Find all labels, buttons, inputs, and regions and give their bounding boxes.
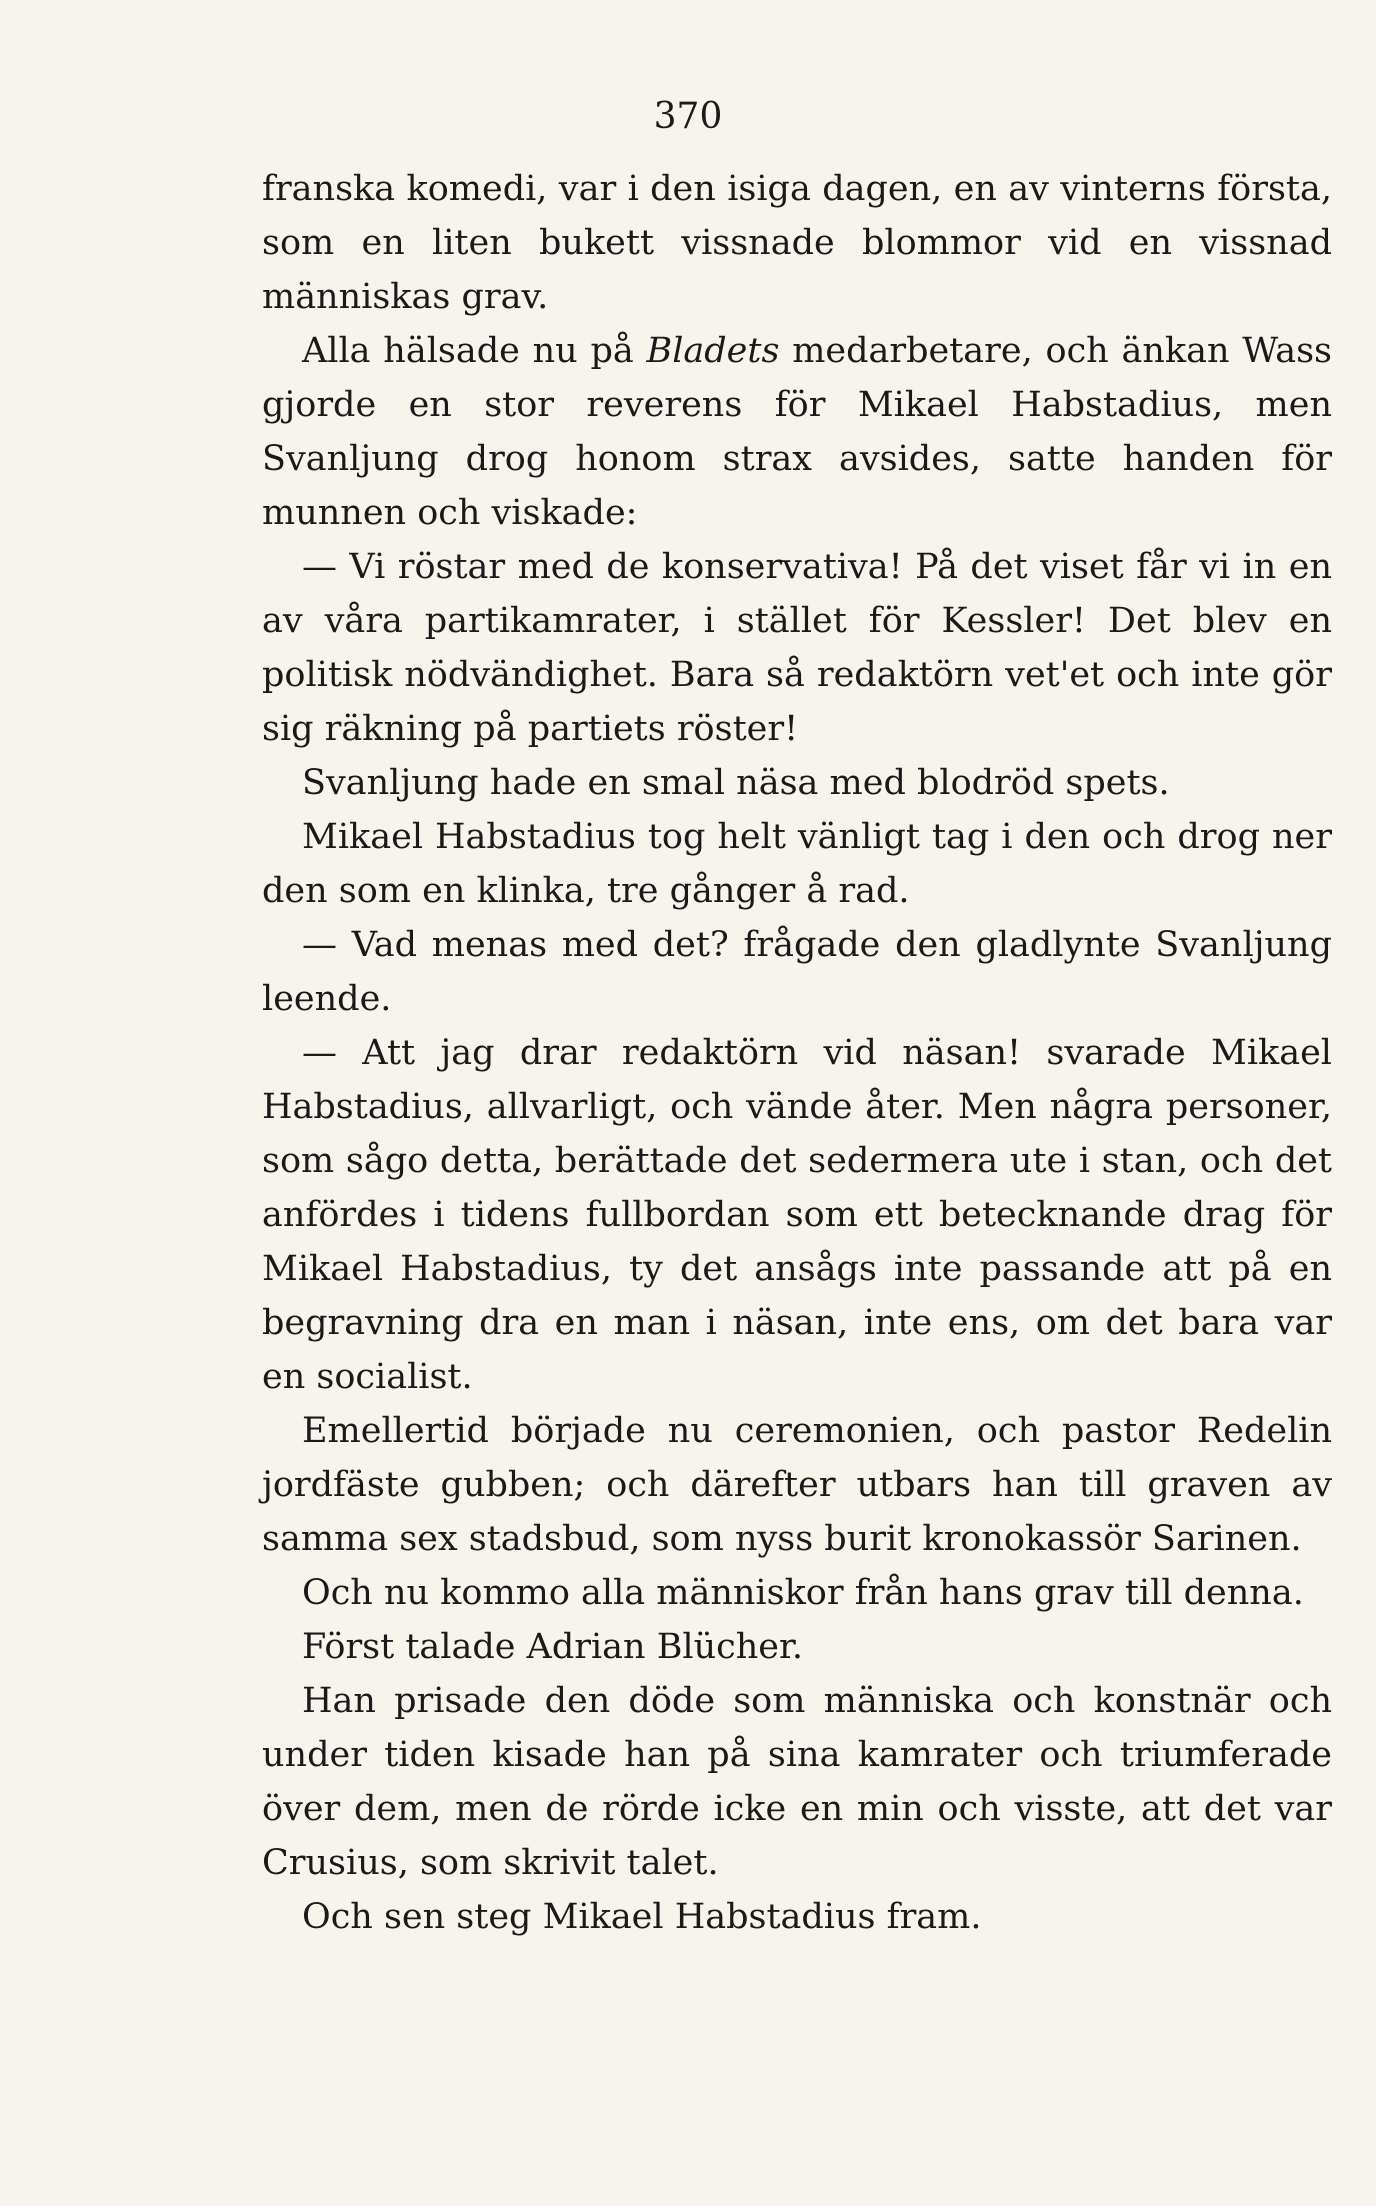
paragraph [262, 324, 1332, 540]
paragraph: Och nu kommo alla människor från hans grav till denna. [302, 1573, 1304, 1613]
paragraph: Emellertid började nu ceremonien, och pastor Redelin jordfäste gubben; och därefter utbars han till graven av samma sex stadsbud, som nyss burit kronokassör Sarinen. [262, 1411, 1332, 1559]
paragraph: Först talade Adrian Blücher. [302, 1627, 804, 1667]
paragraph: Svanljung hade en smal näsa med blodröd spets. [302, 763, 1170, 803]
newspaper-title: Bladets [646, 331, 780, 371]
paragraph-continued: franska komedi, var i den isiga dagen, en av vinterns första, som en liten bukett vissnade blommor vid en vissnad människas grav. [262, 169, 1332, 317]
page-number: 370 [653, 96, 723, 137]
paragraph: Han prisade den döde som människa och konstnär och under tiden kisade han på sina kamrater och triumferade över dem, men de rörde icke en min och visste, att det var Crusius, som skrivit talet. [262, 1681, 1332, 1883]
body-text [262, 162, 1332, 1944]
paragraph-dialogue: — Vi röstar med de konservativa! På det viset får vi in en av våra partikamrater, i stället för Kessler! Det blev en politisk nödvändighet. Bara så redaktörn vet'et och inte gör sig räkning på partiets röster! [262, 547, 1332, 749]
paragraph-dialogue: — Vad menas med det? frågade den gladlynte Svanljung leende. [262, 925, 1332, 1019]
paragraph-dialogue: — Att jag drar redaktörn vid näsan! svarade Mikael Habstadius, allvarligt, och vände åter. Men några personer, som sågo detta, berättade det sedermera ute i stan, och det anfördes i tidens fullbordan som ett betecknande drag för Mikael Habstadius, ty det ansågs inte passande att på en begravning dra en man i näsan, inte ens, om det bara var en socialist. [262, 1033, 1332, 1397]
paragraph: Och sen steg Mikael Habstadius fram. [302, 1897, 982, 1937]
paragraph-text: Alla hälsade nu på [302, 331, 647, 371]
paragraph-text: medarbetare, och änkan Wass gjorde en stor reverens för Mikael Habstadius, men Svanljung drog honom strax avsides, satte handen för munnen och viskade: [262, 331, 1332, 533]
paragraph: Mikael Habstadius tog helt vänligt tag i den och drog ner den som en klinka, tre gånger å rad. [262, 817, 1332, 911]
